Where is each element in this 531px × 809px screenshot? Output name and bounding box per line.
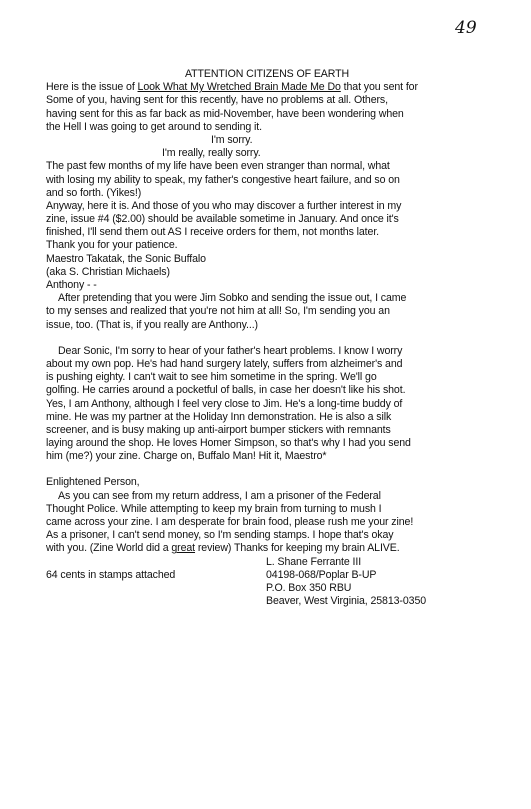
text-line: mine. He was my partner at the Holiday Inn demonstration. He is also a silk [46,410,392,423]
signature-name: L. Shane Ferrante III [266,555,362,568]
paragraph-update [46,160,488,292]
text-line: After pretending that you were Jim Sobko and sending the issue out, I came [58,292,407,305]
text-line: with losing my ability to speak, my father's congestive heart failure, and so on [46,173,400,186]
text-line: As you can see from my return address, I am a prisoner of the Federal [58,489,381,502]
text-line: Some of you, having sent for this recently, have no problems at all. Others, [46,94,388,107]
letter-body [46,68,488,608]
spacer [46,332,488,345]
emphasized-word: great [171,542,196,555]
text-line: Anthony - - [46,279,97,291]
paragraph-prisoner [46,476,488,555]
stamps-note: 64 cents in stamps attached [46,568,176,581]
text-line: to my senses and realized that you're not him at all! So, I'm sending you an [46,305,390,318]
signature-block [46,556,488,609]
text-line: Thank you for your patience. [46,239,178,252]
spacer [46,463,488,476]
apology-line: I'm really, really sorry. [162,147,261,160]
text-line: The past few months of my life have been even stranger than normal, what [46,160,390,173]
text-line: Anyway, here it is. And those of you who may discover a further interest in my [46,199,402,212]
text-line: finished, I'll send them out AS I receive orders for them, not months later. [46,226,380,239]
text-line: laying around the shop. He loves Homer Simpson, so that's why I had you send [46,437,411,450]
heading: ATTENTION CITIZENS OF EARTH [184,68,350,80]
paragraph-reply [46,345,488,464]
text-line: came across your zine. I am desperate for brain food, please rush me your zine! [46,516,414,528]
text-line: is pushing eighty. I can't wait to see him sometime in the spring. We'll go [46,371,377,384]
text-line: and so forth. (Yikes!) [46,186,142,199]
text-line: (aka S. Christian Michaels) [46,265,170,278]
page-number: 49 [455,18,477,38]
text-line: As a prisoner, I can't send money, so I'm sending stamps. I hope that's okay [46,529,394,542]
paragraph-anthony [46,292,488,332]
intro-text: that you sent for [340,81,418,94]
zine-title: Look What My Wretched Brain Made Me Do [137,81,341,94]
text-line: zine, issue #4 ($2.00) should be available sometime in January. And once it's [46,213,399,226]
text-line: review) Thanks for keeping my brain ALIVE. [195,542,400,555]
text-line: with you. (Zine World did a [46,542,172,555]
inmate-id: 04198-068/Poplar B-UP [266,568,377,581]
text-line: the Hell I was going to get around to sending it. [46,120,262,133]
po-box: P.O. Box 350 RBU [266,581,352,594]
text-line: issue, too. (That is, if you really are Anthony...) [46,318,258,331]
text-line: about my own pop. He's had hand surgery lately, suffers from alzheimer's and [46,357,403,370]
apology-line: I'm sorry. [211,133,253,146]
text-line: golfing. He carries around a pocketful of balls, in case her doesn't like his shot. [46,384,406,397]
text-line: Yes, I am Anthony, although I feel very close to Jim. He's a long-time buddy of [46,397,403,410]
intro-text: Here is the issue of [46,81,138,94]
text-line: Thought Police. While attempting to keep my brain from turning to mush I [46,502,382,515]
text-line: Maestro Takatak, the Sonic Buffalo [46,252,206,265]
text-line: having sent for this as far back as mid-November, have been wondering when [46,107,404,120]
text-line: screener, and is busy making up anti-airport bumper stickers with remnants [46,423,391,436]
text-line: him (me?) your zine. Charge on, Buffalo Man! Hit it, Maestro* [46,450,327,463]
salutation: Enlightened Person, [46,476,140,489]
paragraph-intro [46,81,488,134]
city-address: Beaver, West Virginia, 25813-0350 [266,595,427,608]
text-line: Dear Sonic, I'm sorry to hear of your father's heart problems. I know I worry [58,344,403,357]
